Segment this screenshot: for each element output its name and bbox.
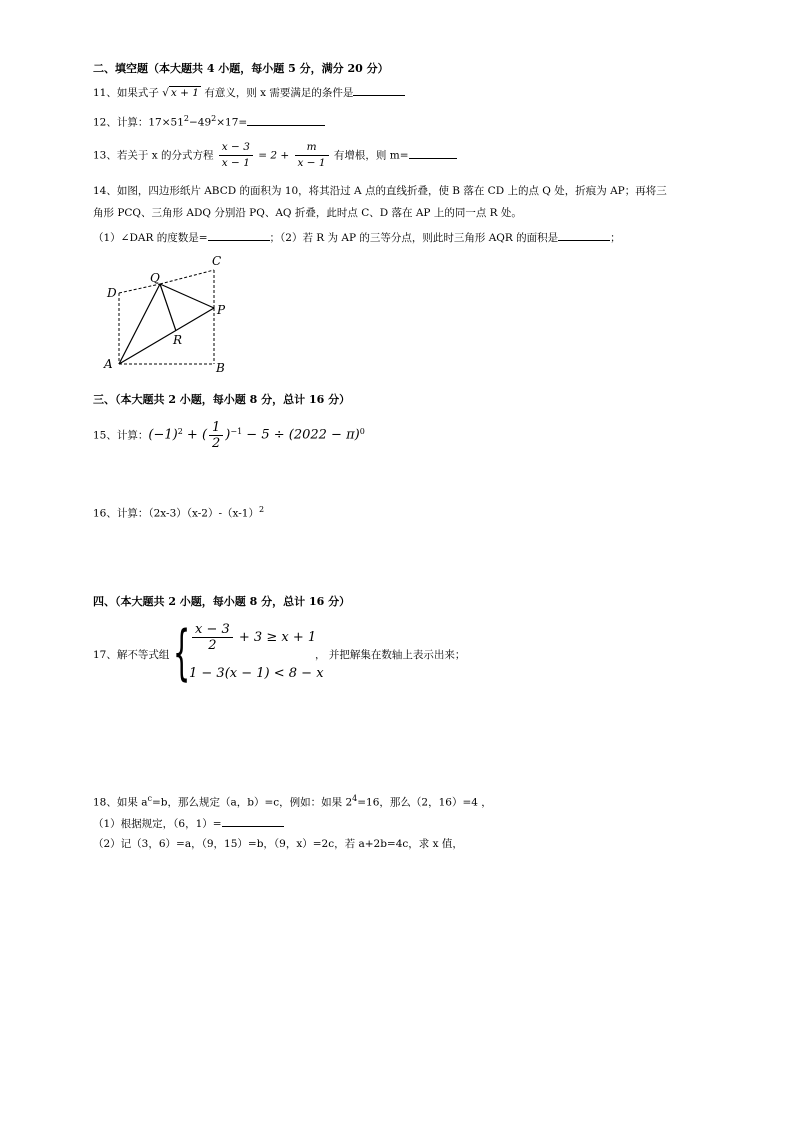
q15-exp2: −1 <box>230 427 243 436</box>
q13-mid: = 2 + <box>254 149 293 162</box>
frac2-num: m <box>295 140 329 156</box>
q17-suffix: ， 并把解集在数轴上表示出来； <box>315 649 466 661</box>
frac2-den: x − 1 <box>297 157 326 169</box>
section-2-title: 二、填空题（本大题共 4 小题，每小题 5 分，满分 20 分） <box>93 62 389 75</box>
answer-blank-12[interactable] <box>247 114 325 126</box>
q18-part-b: =b，那么规定（a，b）=c，例如：如果 2 <box>151 796 353 809</box>
answer-blank-13[interactable] <box>409 147 457 159</box>
question-14-parts <box>93 229 621 245</box>
question-18-line3: （2）记（3，6）=a，（9，15）=b，（9，x）=2c，若 a+2b=4c，求 x 值， <box>93 838 463 850</box>
edge-DQ <box>119 284 160 293</box>
q11-prefix: 11、如果式子 <box>93 87 163 99</box>
q15-exp3: 0 <box>359 427 365 436</box>
q12-exp2: 2 <box>211 114 217 123</box>
q17-frac-den: 2 <box>208 638 217 653</box>
answer-blank-14-1[interactable] <box>208 229 270 241</box>
q18-part-c: =16，那么（2，16）=4 ， <box>357 796 492 809</box>
inequality-1 <box>190 622 316 653</box>
question-14-line1: 14、如图，四边形纸片 ABCD 的面积为 10，将其沿过 A 点的直线折叠，使 B 落在 CD 上的点 Q 处，折痕为 AP；再将三 <box>93 185 667 197</box>
geometry-figure <box>100 248 240 378</box>
q15-plus: + ( <box>182 427 208 443</box>
frac1-den: x − 1 <box>221 157 250 169</box>
edge-QC <box>160 270 214 284</box>
question-15: 15、计算：$(-1)^2$ + ( $\frac{1}{2}$ )$^{-1} - 5 \div (2022 - \pi)^0$ <box>93 420 365 451</box>
q15-frac-den: 2 <box>212 436 221 451</box>
q15-term1: (−1) <box>148 427 178 443</box>
q12-prefix: 12、计算：17×51 <box>93 116 184 129</box>
question-18-line2 <box>93 815 284 831</box>
q15-rest: − 5 ÷ (2022 − π) <box>242 427 360 443</box>
q16-exp: 2 <box>259 505 265 514</box>
fraction-1 <box>219 140 253 171</box>
label-D: D <box>107 286 117 300</box>
q12-exp1: 2 <box>183 114 189 123</box>
q15-fraction <box>209 420 223 451</box>
q14-end: ； <box>610 232 621 244</box>
q12-suffix: ×17= <box>216 116 248 129</box>
q12-mid: −49 <box>188 116 212 129</box>
label-P: P <box>217 303 226 317</box>
q18-exp-4: 4 <box>352 794 358 803</box>
q16-text: 16、计算：（2x-3）（x-2）-（x-1） <box>93 507 259 520</box>
label-C: C <box>212 254 222 268</box>
section-3-title: 三、（本大题共 2 小题，每小题 8 分，总计 16 分） <box>93 393 351 406</box>
answer-blank-18-1[interactable] <box>222 815 284 827</box>
q11-suffix: 有意义，则 x 需要满足的条件是 <box>200 87 354 99</box>
question-16 <box>93 503 264 521</box>
system-brace: { <box>173 618 191 688</box>
section-4-title: 四、（本大题共 2 小题，每小题 8 分，总计 16 分） <box>93 595 351 608</box>
label-Q: Q <box>150 271 160 285</box>
q17-prefix: 17、解不等式组 <box>93 649 170 661</box>
label-R: R <box>173 333 183 347</box>
answer-blank-14-2[interactable] <box>558 229 610 241</box>
q18-sub1: （1）根据规定，（6，1）= <box>93 818 222 830</box>
fraction-2 <box>295 140 329 171</box>
q17-ineq1-rest: + 3 ≥ x + 1 <box>234 630 317 645</box>
q15-prefix: 15、计算： <box>93 429 149 442</box>
q18-exp-c: c <box>147 794 152 803</box>
label-B: B <box>216 361 225 375</box>
question-13 <box>93 140 457 171</box>
q13-suffix: 有增根，则 m= <box>330 149 409 162</box>
answer-blank-11[interactable] <box>353 84 405 96</box>
question-12 <box>93 112 325 130</box>
edge-QP <box>160 284 214 308</box>
q15-exp1: 2 <box>177 427 183 436</box>
inequality-2: 1 − 3(x − 1) < 8 − x <box>189 666 324 681</box>
question-18-line1 <box>93 792 492 810</box>
sqrt-radicand: x + 1 <box>170 87 199 99</box>
edge-QR <box>160 284 176 331</box>
q14-part2: ；（2）若 R 为 AP 的三等分点，则此时三角形 AQR 的面积是 <box>269 232 559 244</box>
label-A: A <box>104 357 113 371</box>
q13-prefix: 13、若关于 x 的分式方程 <box>93 149 217 162</box>
question-11 <box>93 84 405 100</box>
frac1-num: x − 3 <box>219 140 253 156</box>
q18-part-a: 18、如果 a <box>93 796 148 809</box>
sqrt-expression: √ x + 1 <box>162 87 199 99</box>
q17-frac-num: x − 3 <box>192 622 233 638</box>
q14-part1: （1）∠DAR 的度数是= <box>93 232 208 244</box>
question-14-line2: 角形 PCQ、三角形 ADQ 分别沿 PQ、AQ 折叠，此时点 C、D 落在 AP 上的同一点 R 处。 <box>93 207 522 219</box>
q15-frac-num: 1 <box>209 420 223 436</box>
